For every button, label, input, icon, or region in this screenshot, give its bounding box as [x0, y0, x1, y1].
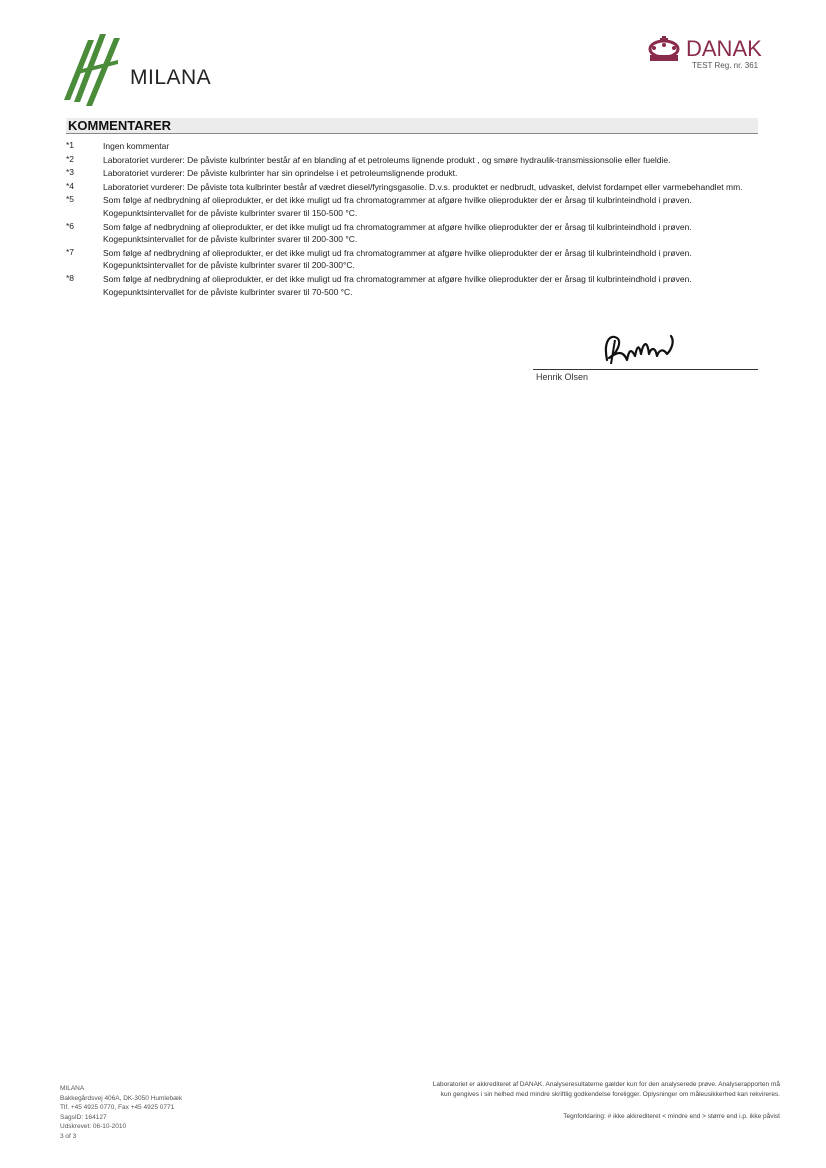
comment-row: [66, 181, 766, 194]
comment-text: Som følge af nedbrydning af olieprodukter, er det ikke muligt ud fra chromatogrammer at afgøre hvilke olieprodukter der er årsag til kulbrinteindhold i prøven. Kogepunktsintervallet for de påviste kulbrinter svarer til 200-300 °C.: [103, 221, 692, 245]
section-header-bar: [66, 118, 758, 134]
comment-number: *6: [66, 220, 75, 231]
comment-text: Som følge af nedbrydning af olieprodukter, er det ikke muligt ud fra chromatogrammer at afgøre hvilke olieprodukter der er årsag til kulbrinteindhold i prøven. Kogepunktsintervallet for de påviste kulbrinter svarer til 70-500 °C.: [103, 273, 692, 297]
danak-name: DANAK: [686, 36, 762, 61]
footer-company-info: [60, 1084, 182, 1142]
comments-list: [66, 140, 766, 299]
comment-text: Laboratoriet vurderer: De påviste kulbrinter består af en blanding af et petroleums lignende produkt , og smøre hydraulik-transmissionsolie eller fueldie.: [103, 154, 671, 165]
comment-number: *2: [66, 153, 75, 164]
footer-date: Udskrevet: 06-10-2010: [60, 1123, 127, 1131]
comment-text: Laboratoriet vurderer: De påviste kulbrinter har sin oprindelse i et petroleumslignende produkt.: [103, 168, 458, 179]
comment-number: *4: [66, 180, 75, 191]
footer-phone: Tlf. +45 4925 0770, Fax +45 4925 0771: [60, 1104, 175, 1112]
company-name: MILANA: [130, 66, 212, 89]
footer-page: 3 of 3: [60, 1132, 77, 1140]
footer-company: MILANA: [60, 1085, 85, 1092]
comment-number: *3: [66, 167, 75, 178]
footer-legend: Tegnforklaring: # ikke akkrediteret < mindre end > større end i.p. ikke påvist: [563, 1113, 780, 1120]
signature-line: [533, 369, 758, 370]
comment-number: *5: [66, 194, 75, 205]
comment-text: Ingen kommentar: [103, 141, 170, 151]
comment-number: *8: [66, 272, 75, 283]
comment-row: [66, 140, 766, 153]
footer-address: Bakkegårdsvej 406A, DK-3050 Humlebæk: [60, 1094, 183, 1102]
comment-text: Som følge af nedbrydning af olieprodukter, er det ikke muligt ud fra chromatogrammer at afgøre hvilke olieprodukter der er årsag til kulbrinteindhold i prøven. Kogepunktsintervallet for de påviste kulbrinter svarer til 200-300°C.: [103, 247, 692, 271]
danak-logo: [646, 36, 776, 76]
comment-row: [66, 221, 766, 246]
section-title: KOMMENTARER: [68, 118, 172, 133]
crown-icon: [646, 36, 682, 64]
milana-logo-mark: [58, 30, 130, 108]
comment-row: [66, 247, 766, 272]
comment-row: [66, 154, 766, 167]
accreditation-note-line-1: Laboratoriet er akkrediteret af DANAK. Analyseresultaterne gælder kun for den analyserede prøve. Analyserapporten må: [432, 1081, 780, 1088]
footer-sag-id: SagsID: 164127: [60, 1113, 107, 1121]
comment-row: [66, 167, 766, 180]
danak-reg-number: TEST Reg. nr. 361: [692, 61, 759, 70]
signatory-name: Henrik Olsen: [536, 372, 589, 382]
comment-row: [66, 194, 766, 219]
comment-number: *7: [66, 246, 75, 257]
accreditation-note-line-2: kun gengives i sin helhed med mindre skriftlig godkendelse foreligger. Oplysninger om måleusikkerhed kan rekvireres.: [440, 1090, 780, 1098]
milana-logo: [58, 30, 228, 108]
comment-number: *1: [66, 140, 75, 150]
footer-accreditation-note: [300, 1080, 780, 1099]
comment-text: Som følge af nedbrydning af olieprodukter, er det ikke muligt ud fra chromatogrammer at afgøre hvilke olieprodukter der er årsag til kulbrinteindhold i prøven. Kogepunktsintervallet for de påviste kulbrinter svarer til 150-500 °C.: [103, 195, 692, 218]
comment-row: [66, 273, 766, 298]
handwritten-signature: [597, 330, 681, 370]
comment-text: Laboratoriet vurderer: De påviste tota kulbrinter består af vædret diesel/fyringsgasolie. D.v.s. produktet er nedbrudt, udvasket, delvist fordampet eller varmebehandlet mm.: [103, 181, 743, 192]
